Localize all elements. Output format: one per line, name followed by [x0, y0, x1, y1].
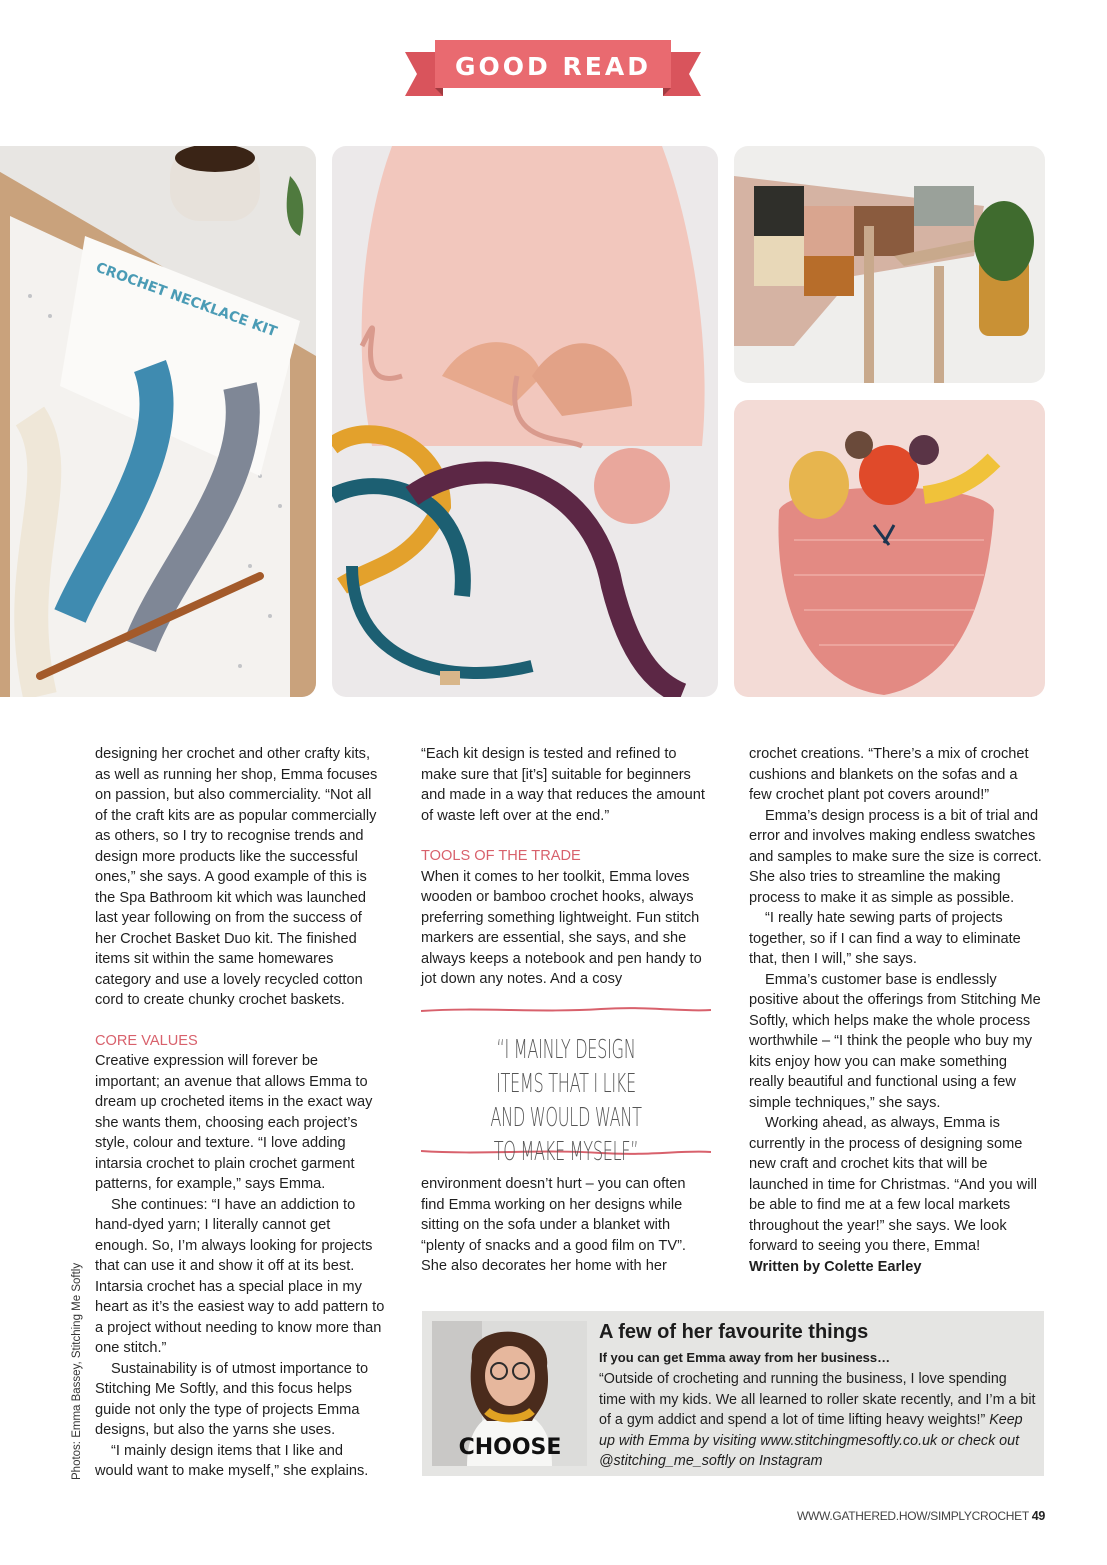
photo-credit: Photos: Emma Bassey, Stitching Me Softly [71, 1262, 83, 1480]
article-column-3 [749, 744, 1044, 1277]
article-paragraph: Emma’s customer base is endlessly positive about the offerings from Stitching Me Softly, which helps make the whole process worthwhile – “I think the people who buy my kits enjoy how you can make something really beautiful and functional using a few simple techniques,” she says. [749, 971, 1041, 1111]
pull-quote-block [421, 1005, 711, 1167]
subheading-tools: TOOLS OF THE TRADE [421, 848, 581, 864]
portrait-shirt-text: CHOOSE [458, 1435, 562, 1460]
article-paragraph: Emma’s design process is a bit of trial and error and involves making endless swatches and samples to make sure the size is correct. She also tries to streamline the making process to make it as simple as possible. [749, 807, 1042, 906]
page-number: 49 [1031, 1509, 1045, 1523]
banner-title: GOOD READ [455, 52, 651, 81]
article-paragraph: environment doesn’t hurt – you can often find Emma working on her designs while sitting on the sofa under a blanket with “plenty of snacks and a good film on TV”. She also decorates her home with her [421, 1176, 686, 1274]
article-paragraph: “Each kit design is tested and refined to make sure that [it’s] suitable for beginners and made in a way that reduces the amount of waste left over at the end.” [421, 746, 705, 824]
box-body [599, 1369, 1037, 1472]
section-banner [405, 40, 701, 98]
article-paragraph: Sustainability is of utmost importance to Stitching Me Softly, and this focus helps guide not only the type of projects Emma designs, but also the yarns she uses. [95, 1360, 369, 1438]
kit-box-label: CROCHET NECKLACE KIT [93, 259, 279, 341]
article-paragraph: “I mainly design items that I like and would want to make myself,” she explains. [95, 1442, 369, 1479]
photo-granny-blanket [734, 146, 1045, 383]
article-column-2 [421, 744, 711, 990]
article-paragraph: designing her crochet and other crafty kits, as well as running her shop, Emma focuses on passion, but also commerciality. “Not all of the craft kits are as popular commercially as others, so I try to recognise trends and design more products like the successful ones,” she says. A good example of this is the Spa Bathroom kit which was launched last year following on from the success of her Crochet Basket Duo kit. The finished items sit within the same homewares category and use a lovely recycled cotton cord to create chunky crochet baskets. [95, 746, 378, 1008]
article-paragraph: She continues: “I have an addiction to hand-dyed yarn; I literally cannot get enough. So, I’m always looking for projects that can use it and show it off at its best. Intarsia crochet has a special place in my heart as it’s the easiest way to add pattern to a project without needing to know more than one stitch.” [95, 1196, 385, 1356]
page-footer [797, 1509, 1045, 1523]
article-column-1 [95, 744, 385, 1482]
photo-hands-crocheting [332, 146, 718, 697]
pull-quote: “I MAINLY DESIGN ITEMS THAT I LIKE AND WOULD WANT TO MAKE MYSELF” [490, 1035, 642, 1167]
article-paragraph: Working ahead, as always, Emma is currently in the process of designing some new craft and crochet kits that will be launched in time for Christmas. “And you will be able to find me at a few local markets throughout the year!” she says. We look forward to seeing you there, Emma! [749, 1115, 1037, 1254]
subheading-core-values: CORE VALUES [95, 1032, 198, 1049]
article-column-2b [421, 1174, 711, 1277]
article-paragraph: crochet creations. “There’s a mix of crochet cushions and blankets on the sofas and a few crochet plant pot covers around!” [749, 746, 1029, 803]
box-cta: Keep up with Emma by visiting www.stitchingmesoftly.co.uk or check out @stitching_me_softly on Instagram [599, 1412, 1023, 1469]
photo-necklace-kit [0, 146, 316, 697]
favourites-box [422, 1311, 1044, 1476]
byline: Written by Colette Earley [749, 1258, 922, 1275]
box-lead: If you can get Emma away from her business… [599, 1350, 891, 1365]
article-paragraph: Creative expression will forever be important; an avenue that allows Emma to dream up crocheted items in the exact way she wants them, choosing each project’s style, colour and texture. “I love adding intarsia crochet to plain crochet garment patterns, for example,” says Emma. [95, 1053, 373, 1192]
article-paragraph: “I really hate sewing parts of projects together, so if I can find a way to eliminate that, then I will,” she says. [749, 910, 1021, 967]
portrait-photo [432, 1321, 587, 1466]
box-title: A few of her favourite things [599, 1321, 869, 1343]
article-paragraph: When it comes to her toolkit, Emma loves wooden or bamboo crochet hooks, always preferring something lightweight. Fun stitch markers are essential, she says, and she always keeps a notebook and pen handy to jot down any notes. And a cosy [421, 868, 702, 987]
footer-url: WWW.GATHERED.HOW/SIMPLYCROCHET [796, 1509, 1029, 1523]
photo-fruit-bag [734, 400, 1045, 697]
box-quote: “Outside of crocheting and running the business, I love spending time with my kids. We all learned to roller skate recently, and I’m a bit of a gym addict and spend a lot of time lifting heavy weights!” [599, 1371, 1036, 1428]
